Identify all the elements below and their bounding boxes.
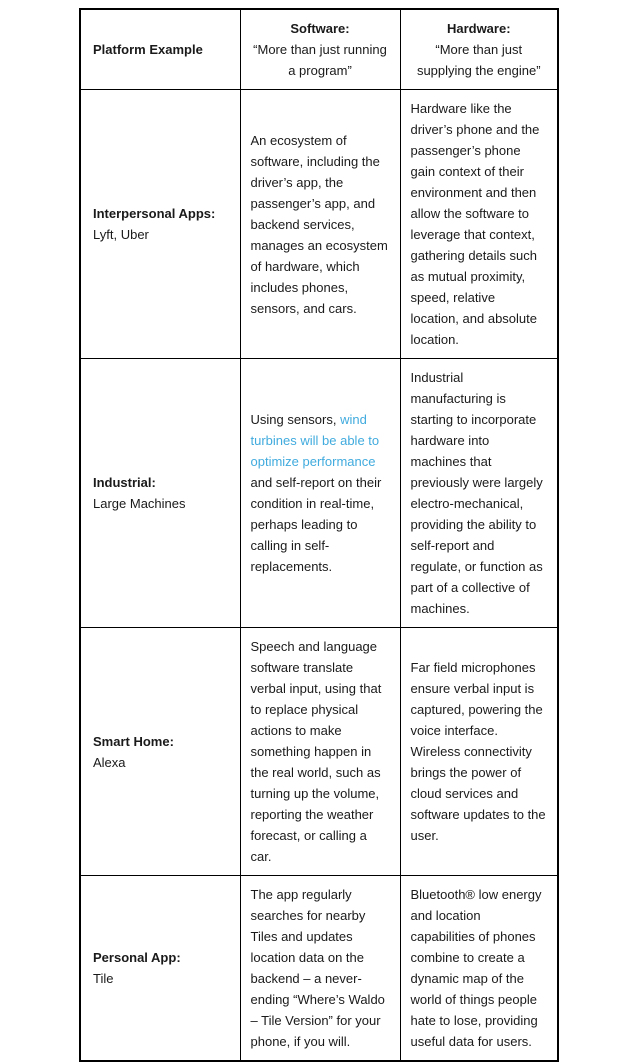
table-row-personal-app — [80, 876, 558, 1062]
software-cell — [240, 359, 400, 628]
header-hardware-subtitle: “More than just supplying the engine” — [416, 42, 541, 78]
header-platform-example — [80, 9, 240, 90]
hardware-cell — [400, 628, 558, 876]
header-software-title: Software: — [290, 21, 350, 36]
software-cell — [240, 628, 400, 876]
hardware-cell — [400, 90, 558, 359]
platform-comparison-table — [79, 8, 559, 1062]
row-label: Smart Home: — [93, 733, 174, 749]
wind-turbines-link[interactable]: wind turbines will be able to optimize performance — [250, 412, 380, 469]
header-hardware — [400, 9, 558, 90]
header-software — [240, 9, 400, 90]
row-label: Personal App: — [93, 950, 181, 965]
software-text-post: and self-report on their condition in real-time, perhaps leading to calling in self-replacements. — [250, 475, 382, 574]
hardware-text: Far field microphones ensure verbal input is captured, powering the voice interface. Wireless connectivity brings the power of cloud services and software updates to the user. — [410, 660, 546, 843]
row-sublabel: Large Machines — [93, 496, 186, 511]
header-hardware-title: Hardware: — [446, 21, 511, 36]
row-sublabel: Tile — [93, 971, 114, 986]
software-text: The app regularly searches for nearby Tiles and updates location data on the backend – a never-ending “Where’s Waldo – Tile Version” for your phone, if you will. — [250, 887, 385, 1049]
row-label-cell — [80, 90, 240, 359]
software-cell — [240, 876, 400, 1062]
row-label-cell — [80, 359, 240, 628]
software-cell — [240, 90, 400, 359]
document-page — [79, 8, 640, 1062]
hardware-text: Bluetooth® low energy and location capabilities of phones combine to create a dynamic map of the world of things people hate to lose, providing useful data for users. — [410, 887, 542, 1049]
hardware-cell — [400, 359, 558, 628]
table-row-interpersonal-apps — [80, 90, 558, 359]
hardware-text: Hardware like the driver’s phone and the passenger’s phone gain context of their environment and then allow the software to leverage that context, gathering details such as mutual proximity, speed, relative location, and absolute location. — [410, 101, 540, 347]
row-sublabel: Alexa — [93, 754, 126, 770]
table-header-row — [80, 9, 558, 90]
row-label-cell — [80, 876, 240, 1062]
row-label: Industrial: — [93, 475, 156, 490]
software-text: Speech and language software translate verbal input, using that to replace physical actions to make something happen in the real world, such as turning up the volume, reporting the weather forecast, or calling a car. — [250, 639, 382, 864]
row-label-cell — [80, 628, 240, 876]
software-text: An ecosystem of software, including the driver’s app, the passenger’s app, and backend services, manages an ecosystem of hardware, which includes phones, sensors, and cars. — [250, 132, 388, 316]
hardware-text: Industrial manufacturing is starting to incorporate hardware into machines that previously were largely electro-mechanical, providing the ability to self-report and regulate, or function as part of a collective of machines. — [410, 370, 543, 616]
header-software-subtitle: “More than just running a program” — [253, 42, 387, 78]
hardware-cell — [400, 876, 558, 1062]
header-platform-example-label: Platform Example — [93, 42, 203, 57]
row-label: Interpersonal Apps: — [93, 206, 216, 221]
software-text: Using sensors, — [250, 412, 341, 427]
table-row-industrial — [80, 359, 558, 628]
table-row-smart-home — [80, 628, 558, 876]
row-sublabel: Lyft, Uber — [93, 227, 149, 242]
